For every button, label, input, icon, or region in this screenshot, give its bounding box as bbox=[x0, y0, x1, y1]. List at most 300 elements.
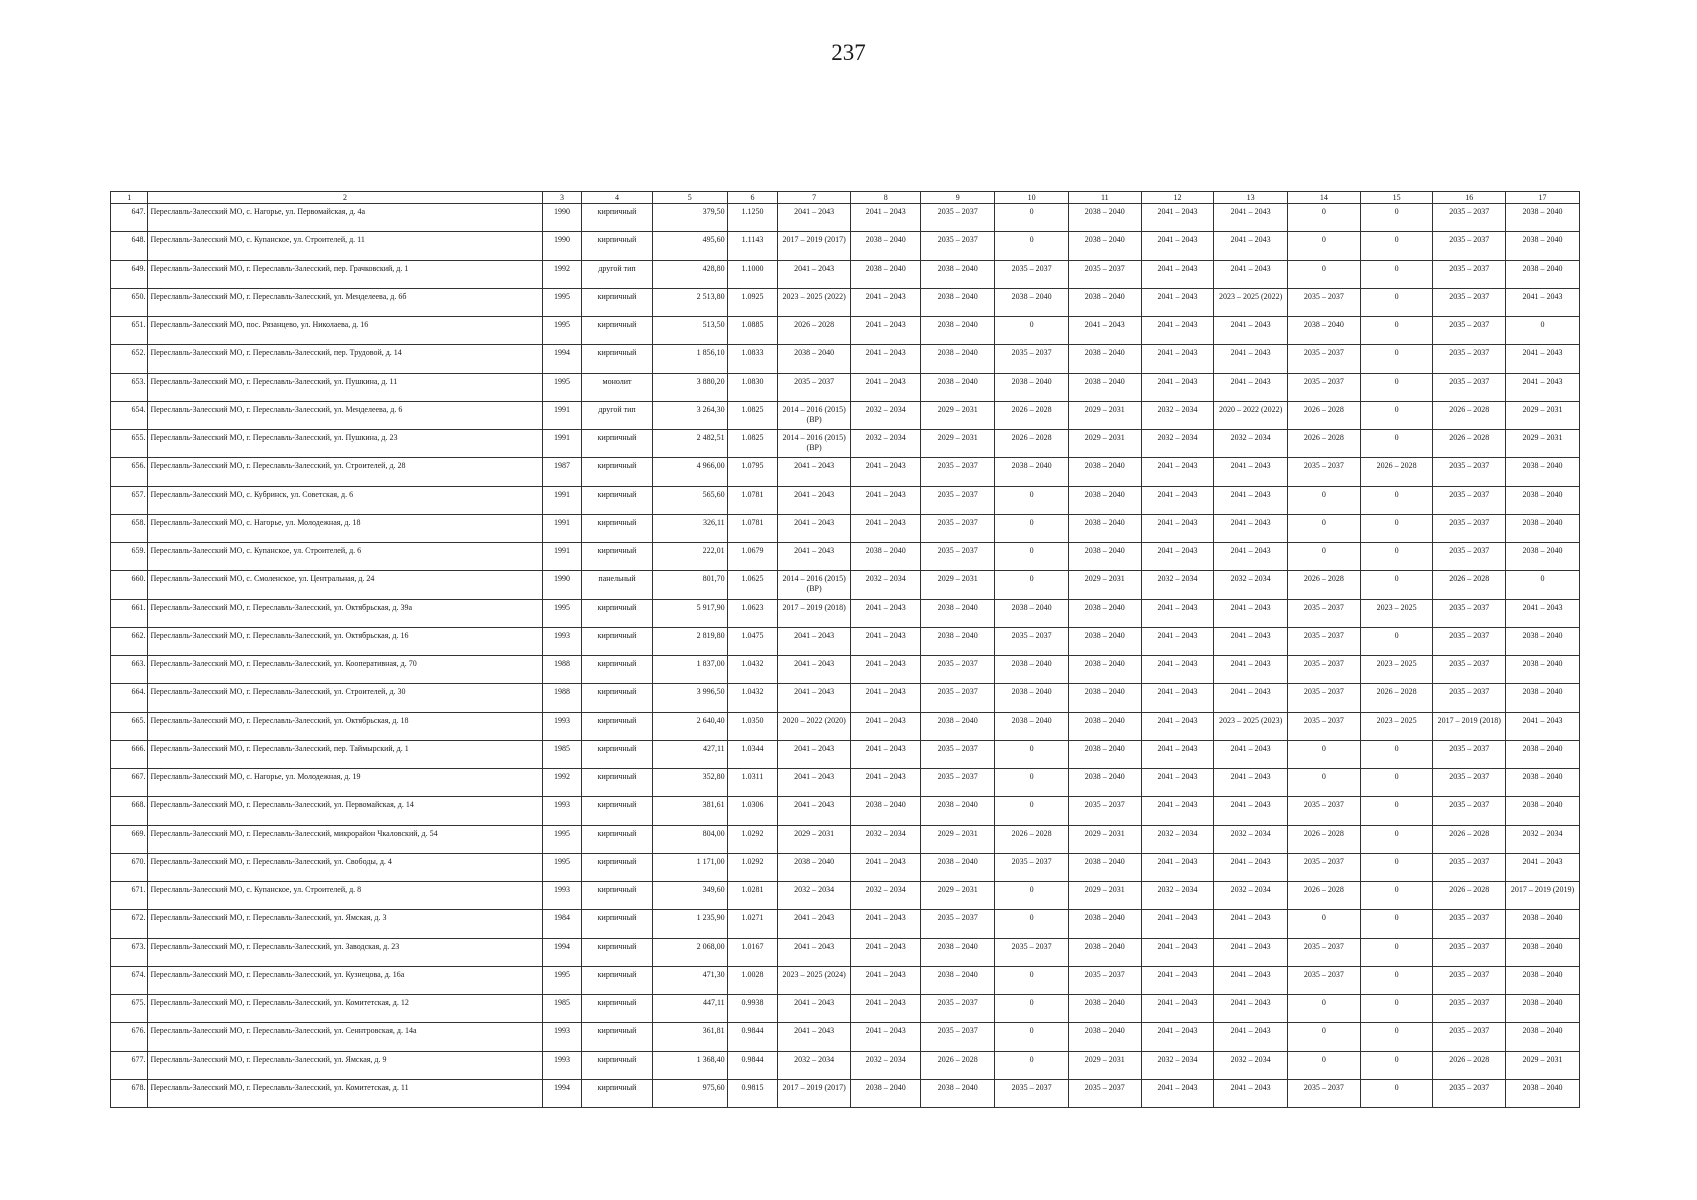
table-cell: Переславль-Залесский МО, г. Переславль-Залесский, ул. Комитетская, д. 12 bbox=[148, 995, 542, 1023]
table-cell: 0 bbox=[1360, 1051, 1433, 1079]
table-cell: 495,60 bbox=[652, 232, 727, 260]
table-cell: 2035 – 2037 bbox=[921, 232, 995, 260]
table-cell: 0 bbox=[1288, 1023, 1361, 1051]
table-cell: 2041 – 2043 bbox=[850, 204, 920, 232]
table-cell: 678. bbox=[111, 1079, 148, 1107]
table-cell: 2041 – 2043 bbox=[1141, 1023, 1214, 1051]
table-cell: кирпичный bbox=[582, 1079, 652, 1107]
table-cell: 2032 – 2034 bbox=[1214, 882, 1288, 910]
table-cell: 2032 – 2034 bbox=[1141, 430, 1214, 458]
table-cell: 2041 – 2043 bbox=[850, 769, 920, 797]
table-cell: 2041 – 2043 bbox=[1214, 345, 1288, 373]
table-cell: 1.0475 bbox=[727, 627, 778, 655]
table-cell: 2035 – 2037 bbox=[921, 684, 995, 712]
table-cell: 2029 – 2031 bbox=[1506, 1051, 1580, 1079]
table-cell: 0 bbox=[1360, 882, 1433, 910]
table-cell: 2023 – 2025 (2024) bbox=[778, 966, 851, 994]
table-cell: 2041 – 2043 bbox=[1214, 458, 1288, 486]
table-cell: 2041 – 2043 bbox=[1214, 740, 1288, 768]
table-cell: 2041 – 2043 bbox=[1141, 769, 1214, 797]
table-cell: 1.0781 bbox=[727, 514, 778, 542]
table-cell: 2038 – 2040 bbox=[850, 797, 920, 825]
table-cell: 662. bbox=[111, 627, 148, 655]
table-cell: 2038 – 2040 bbox=[1068, 345, 1141, 373]
table-cell: 2029 – 2031 bbox=[1068, 1051, 1141, 1079]
table-cell: 2035 – 2037 bbox=[1433, 966, 1506, 994]
table-cell: 2038 – 2040 bbox=[1506, 204, 1580, 232]
table-cell: 2035 – 2037 bbox=[1433, 232, 1506, 260]
table-cell: 0 bbox=[1360, 910, 1433, 938]
table-cell: кирпичный bbox=[582, 204, 652, 232]
table-cell: 2035 – 2037 bbox=[995, 1079, 1069, 1107]
table-cell: 2026 – 2028 bbox=[1433, 882, 1506, 910]
table-cell: 2035 – 2037 bbox=[1433, 938, 1506, 966]
table-cell: 2041 – 2043 bbox=[850, 1023, 920, 1051]
table-cell: 2035 – 2037 bbox=[1288, 797, 1361, 825]
table-cell: кирпичный bbox=[582, 486, 652, 514]
table-cell: 2041 – 2043 bbox=[1141, 712, 1214, 740]
table-cell: 2038 – 2040 bbox=[1068, 373, 1141, 401]
table-cell: 1993 bbox=[542, 1051, 582, 1079]
table-row bbox=[111, 345, 1580, 373]
table-cell: 2035 – 2037 bbox=[1288, 288, 1361, 316]
table-cell: 2041 – 2043 bbox=[1214, 373, 1288, 401]
table-cell: 975,60 bbox=[652, 1079, 727, 1107]
table-cell: 2041 – 2043 bbox=[1141, 656, 1214, 684]
table-cell: 2035 – 2037 bbox=[778, 373, 851, 401]
table-cell: 1.0350 bbox=[727, 712, 778, 740]
table-cell: 2038 – 2040 bbox=[850, 232, 920, 260]
table-cell: 513,50 bbox=[652, 317, 727, 345]
table-cell: Переславль-Залесский МО, с. Кубринск, ул. Советская, д. 6 bbox=[148, 486, 542, 514]
table-cell: 2038 – 2040 bbox=[1068, 712, 1141, 740]
table-cell: 2041 – 2043 bbox=[1141, 543, 1214, 571]
table-cell: 2038 – 2040 bbox=[995, 458, 1069, 486]
table-cell: 2041 – 2043 bbox=[1141, 486, 1214, 514]
table-cell: 0 bbox=[1360, 769, 1433, 797]
table-cell: 2035 – 2037 bbox=[1068, 260, 1141, 288]
table-cell: 0 bbox=[1360, 430, 1433, 458]
table-cell: 663. bbox=[111, 656, 148, 684]
table-cell: 2035 – 2037 bbox=[1288, 458, 1361, 486]
table-cell: 649. bbox=[111, 260, 148, 288]
table-cell: 2035 – 2037 bbox=[1068, 797, 1141, 825]
table-cell: 565,60 bbox=[652, 486, 727, 514]
table-cell: кирпичный bbox=[582, 740, 652, 768]
table-cell: 2041 – 2043 bbox=[1141, 797, 1214, 825]
table-cell: 670. bbox=[111, 853, 148, 881]
table-cell: 2041 – 2043 bbox=[778, 514, 851, 542]
table-cell: 2035 – 2037 bbox=[1288, 599, 1361, 627]
table-cell: 2032 – 2034 bbox=[1214, 571, 1288, 599]
table-cell: 0 bbox=[995, 797, 1069, 825]
table-cell: 1993 bbox=[542, 1023, 582, 1051]
table-cell: 2035 – 2037 bbox=[921, 486, 995, 514]
table-cell: 1992 bbox=[542, 769, 582, 797]
table-cell: 2035 – 2037 bbox=[1433, 656, 1506, 684]
table-cell: 2035 – 2037 bbox=[1433, 260, 1506, 288]
table-cell: 2038 – 2040 bbox=[995, 373, 1069, 401]
page-number: 237 bbox=[831, 40, 866, 65]
table-cell: 2041 – 2043 bbox=[850, 486, 920, 514]
table-cell: 2035 – 2037 bbox=[1288, 627, 1361, 655]
table-cell: 1993 bbox=[542, 797, 582, 825]
table-row bbox=[111, 740, 1580, 768]
column-number-cell: 4 bbox=[582, 192, 652, 204]
table-cell: 0 bbox=[1360, 232, 1433, 260]
table-cell: 1.0833 bbox=[727, 345, 778, 373]
table-row bbox=[111, 486, 1580, 514]
table-cell: 2038 – 2040 bbox=[921, 853, 995, 881]
table-cell: 0 bbox=[1360, 966, 1433, 994]
table-cell: 1 235,90 bbox=[652, 910, 727, 938]
table-cell: 0 bbox=[1288, 1051, 1361, 1079]
table-cell: 2041 – 2043 bbox=[778, 1023, 851, 1051]
table-cell: 2029 – 2031 bbox=[921, 882, 995, 910]
table-cell: 0 bbox=[1360, 995, 1433, 1023]
table-cell: 2041 – 2043 bbox=[1141, 232, 1214, 260]
table-cell: 2032 – 2034 bbox=[1506, 825, 1580, 853]
table-cell: 2038 – 2040 bbox=[1068, 938, 1141, 966]
table-cell: 1.0781 bbox=[727, 486, 778, 514]
table-cell: 2 482,51 bbox=[652, 430, 727, 458]
table-cell: 2035 – 2037 bbox=[1433, 486, 1506, 514]
table-cell: 2032 – 2034 bbox=[850, 825, 920, 853]
table-cell: 2041 – 2043 bbox=[778, 769, 851, 797]
table-cell: 2014 – 2016 (2015) (ВР) bbox=[778, 571, 851, 599]
table-cell: 352,80 bbox=[652, 769, 727, 797]
table-cell: 1.0830 bbox=[727, 373, 778, 401]
table-cell: 2041 – 2043 bbox=[1141, 204, 1214, 232]
table-cell: 2041 – 2043 bbox=[1214, 204, 1288, 232]
column-number-cell: 9 bbox=[921, 192, 995, 204]
table-cell: 427,11 bbox=[652, 740, 727, 768]
column-number-cell: 14 bbox=[1288, 192, 1361, 204]
table-cell: 1.0292 bbox=[727, 853, 778, 881]
table-cell: 2038 – 2040 bbox=[1506, 910, 1580, 938]
table-row bbox=[111, 1051, 1580, 1079]
table-cell: 1985 bbox=[542, 740, 582, 768]
table-cell: 1.0625 bbox=[727, 571, 778, 599]
table-cell: 2035 – 2037 bbox=[1433, 627, 1506, 655]
table-cell: 1.0292 bbox=[727, 825, 778, 853]
table-cell: 2038 – 2040 bbox=[995, 712, 1069, 740]
table-cell: 2038 – 2040 bbox=[1068, 288, 1141, 316]
table-cell: 1992 bbox=[542, 260, 582, 288]
table-row bbox=[111, 260, 1580, 288]
table-cell: 2038 – 2040 bbox=[1068, 656, 1141, 684]
registry-table bbox=[110, 191, 1580, 1108]
table-cell: 0.9844 bbox=[727, 1051, 778, 1079]
table-cell: 1995 bbox=[542, 599, 582, 627]
table-cell: 1.0679 bbox=[727, 543, 778, 571]
table-cell: 2020 – 2022 (2022) bbox=[1214, 401, 1288, 429]
column-number-cell: 15 bbox=[1360, 192, 1433, 204]
column-number-row bbox=[111, 192, 1580, 204]
table-cell: 2041 – 2043 bbox=[850, 288, 920, 316]
table-cell: 2035 – 2037 bbox=[1433, 599, 1506, 627]
table-row bbox=[111, 401, 1580, 429]
table-cell: 2041 – 2043 bbox=[1214, 260, 1288, 288]
table-cell: 2041 – 2043 bbox=[778, 797, 851, 825]
table-row bbox=[111, 938, 1580, 966]
table-cell: кирпичный bbox=[582, 345, 652, 373]
table-cell: 2023 – 2025 bbox=[1360, 656, 1433, 684]
table-cell: другой тип bbox=[582, 401, 652, 429]
table-cell: 0 bbox=[995, 995, 1069, 1023]
table-row bbox=[111, 373, 1580, 401]
table-cell: 657. bbox=[111, 486, 148, 514]
table-cell: 2041 – 2043 bbox=[1506, 853, 1580, 881]
table-cell: 2038 – 2040 bbox=[1506, 684, 1580, 712]
table-body bbox=[111, 204, 1580, 1108]
table-row bbox=[111, 288, 1580, 316]
table-cell: 0 bbox=[1288, 543, 1361, 571]
table-cell: 665. bbox=[111, 712, 148, 740]
table-cell: 2 640,40 bbox=[652, 712, 727, 740]
table-cell: 1995 bbox=[542, 317, 582, 345]
table-cell: 0 bbox=[1360, 317, 1433, 345]
table-cell: 2032 – 2034 bbox=[778, 1051, 851, 1079]
table-cell: 804,00 bbox=[652, 825, 727, 853]
table-row bbox=[111, 599, 1580, 627]
table-cell: 2035 – 2037 bbox=[995, 627, 1069, 655]
table-cell: 2038 – 2040 bbox=[1506, 514, 1580, 542]
table-cell: 1990 bbox=[542, 232, 582, 260]
table-cell: 2035 – 2037 bbox=[1433, 543, 1506, 571]
table-cell: 2038 – 2040 bbox=[1068, 486, 1141, 514]
table-cell: 2035 – 2037 bbox=[1433, 345, 1506, 373]
table-cell: 1995 bbox=[542, 966, 582, 994]
table-cell: 2041 – 2043 bbox=[1214, 853, 1288, 881]
table-row bbox=[111, 882, 1580, 910]
table-cell: 222,01 bbox=[652, 543, 727, 571]
column-number-cell: 5 bbox=[652, 192, 727, 204]
table-cell: 2038 – 2040 bbox=[1068, 204, 1141, 232]
table-cell: 2041 – 2043 bbox=[1141, 599, 1214, 627]
table-cell: 2032 – 2034 bbox=[850, 571, 920, 599]
table-cell: 654. bbox=[111, 401, 148, 429]
table-cell: 2041 – 2043 bbox=[1214, 514, 1288, 542]
table-cell: 2038 – 2040 bbox=[921, 599, 995, 627]
table-row bbox=[111, 910, 1580, 938]
table-cell: Переславль-Залесский МО, с. Нагорье, ул. Молодежная, д. 18 bbox=[148, 514, 542, 542]
table-cell: 2041 – 2043 bbox=[1141, 966, 1214, 994]
table-cell: 0 bbox=[995, 966, 1069, 994]
table-cell: панельный bbox=[582, 571, 652, 599]
table-cell: 2029 – 2031 bbox=[921, 401, 995, 429]
table-cell: 1985 bbox=[542, 995, 582, 1023]
column-number-cell: 17 bbox=[1506, 192, 1580, 204]
table-cell: 2017 – 2019 (2019) bbox=[1506, 882, 1580, 910]
table-cell: 2041 – 2043 bbox=[1141, 1079, 1214, 1107]
table-cell: 2038 – 2040 bbox=[1506, 260, 1580, 288]
table-cell: 1.1000 bbox=[727, 260, 778, 288]
table-cell: 1984 bbox=[542, 910, 582, 938]
table-cell: 671. bbox=[111, 882, 148, 910]
table-cell: 0 bbox=[1360, 853, 1433, 881]
table-cell: Переславль-Залесский МО, г. Переславль-Залесский, пер. Грачковский, д. 1 bbox=[148, 260, 542, 288]
table-cell: 2041 – 2043 bbox=[1506, 345, 1580, 373]
table-cell: кирпичный bbox=[582, 1051, 652, 1079]
table-cell: 2041 – 2043 bbox=[1141, 288, 1214, 316]
table-cell: Переславль-Залесский МО, г. Переславль-Залесский, ул. Ямская, д. 9 bbox=[148, 1051, 542, 1079]
table-cell: 1 171,00 bbox=[652, 853, 727, 881]
table-cell: 0 bbox=[1360, 797, 1433, 825]
table-cell: 0 bbox=[995, 882, 1069, 910]
table-cell: 2038 – 2040 bbox=[1506, 938, 1580, 966]
table-cell: 0 bbox=[1288, 769, 1361, 797]
table-cell: 1993 bbox=[542, 712, 582, 740]
table-row bbox=[111, 684, 1580, 712]
table-cell: Переславль-Залесский МО, г. Переславль-Залесский, пер. Трудовой, д. 14 bbox=[148, 345, 542, 373]
table-cell: 2041 – 2043 bbox=[850, 966, 920, 994]
table-cell: 2035 – 2037 bbox=[1433, 740, 1506, 768]
table-cell: 668. bbox=[111, 797, 148, 825]
table-cell: 2041 – 2043 bbox=[1214, 684, 1288, 712]
table-cell: 2017 – 2019 (2018) bbox=[778, 599, 851, 627]
table-cell: кирпичный bbox=[582, 853, 652, 881]
table-cell: Переславль-Залесский МО, г. Переславль-Залесский, ул. Свободы, д. 4 bbox=[148, 853, 542, 881]
table-cell: 2041 – 2043 bbox=[778, 684, 851, 712]
table-cell: 2038 – 2040 bbox=[921, 1079, 995, 1107]
table-cell: 0.9815 bbox=[727, 1079, 778, 1107]
table-cell: Переславль-Залесский МО, с. Нагорье, ул. Молодежная, д. 19 bbox=[148, 769, 542, 797]
table-cell: 675. bbox=[111, 995, 148, 1023]
table-cell: 0 bbox=[1360, 260, 1433, 288]
table-cell: 0 bbox=[1288, 995, 1361, 1023]
table-cell: Переславль-Залесский МО, г. Переславль-Залесский, ул. Кузнецова, д. 16а bbox=[148, 966, 542, 994]
table-cell: 2035 – 2037 bbox=[1433, 204, 1506, 232]
table-cell: 2041 – 2043 bbox=[1141, 458, 1214, 486]
table-cell: 2038 – 2040 bbox=[1068, 232, 1141, 260]
column-number-cell: 6 bbox=[727, 192, 778, 204]
table-cell: 2041 – 2043 bbox=[850, 853, 920, 881]
table-cell: 2029 – 2031 bbox=[921, 571, 995, 599]
table-cell: 0 bbox=[995, 204, 1069, 232]
table-cell: 2041 – 2043 bbox=[1141, 995, 1214, 1023]
table-cell: 2029 – 2031 bbox=[1506, 401, 1580, 429]
table-cell: 2026 – 2028 bbox=[778, 317, 851, 345]
table-cell: 2035 – 2037 bbox=[1433, 684, 1506, 712]
table-cell: 1993 bbox=[542, 882, 582, 910]
table-cell: 0 bbox=[995, 486, 1069, 514]
table-cell: 2038 – 2040 bbox=[778, 853, 851, 881]
table-cell: 0 bbox=[1360, 514, 1433, 542]
table-cell: 2041 – 2043 bbox=[1214, 656, 1288, 684]
table-cell: 2035 – 2037 bbox=[921, 1023, 995, 1051]
table-cell: 1995 bbox=[542, 853, 582, 881]
table-cell: 2032 – 2034 bbox=[1214, 825, 1288, 853]
table-cell: 661. bbox=[111, 599, 148, 627]
table-cell: 2017 – 2019 (2017) bbox=[778, 232, 851, 260]
table-cell: 2041 – 2043 bbox=[778, 740, 851, 768]
table-cell: 2026 – 2028 bbox=[1360, 684, 1433, 712]
table-cell: 2038 – 2040 bbox=[1506, 543, 1580, 571]
table-cell: 1990 bbox=[542, 571, 582, 599]
table-cell: 2041 – 2043 bbox=[850, 910, 920, 938]
table-cell: 1994 bbox=[542, 345, 582, 373]
table-cell: 0 bbox=[1360, 204, 1433, 232]
table-cell: 2 068,00 bbox=[652, 938, 727, 966]
table-cell: 0 bbox=[995, 317, 1069, 345]
table-cell: кирпичный bbox=[582, 317, 652, 345]
table-row bbox=[111, 656, 1580, 684]
table-cell: 1.0281 bbox=[727, 882, 778, 910]
table-cell: Переславль-Залесский МО, с. Нагорье, ул. Первомайская, д. 4а bbox=[148, 204, 542, 232]
table-cell: 2038 – 2040 bbox=[850, 1079, 920, 1107]
table-cell: 2035 – 2037 bbox=[921, 995, 995, 1023]
table-cell: 2041 – 2043 bbox=[850, 514, 920, 542]
table-cell: 2035 – 2037 bbox=[1433, 317, 1506, 345]
table-cell: 2029 – 2031 bbox=[1068, 882, 1141, 910]
table-cell: 2041 – 2043 bbox=[1141, 740, 1214, 768]
table-row bbox=[111, 1023, 1580, 1051]
table-cell: 2032 – 2034 bbox=[1214, 1051, 1288, 1079]
table-cell: 2035 – 2037 bbox=[1433, 1023, 1506, 1051]
table-cell: 2041 – 2043 bbox=[778, 656, 851, 684]
table-cell: кирпичный bbox=[582, 430, 652, 458]
table-cell: 2035 – 2037 bbox=[1433, 458, 1506, 486]
table-cell: 0 bbox=[1360, 740, 1433, 768]
table-cell: 2026 – 2028 bbox=[1433, 430, 1506, 458]
table-cell: 2038 – 2040 bbox=[1068, 514, 1141, 542]
table-cell: 2026 – 2028 bbox=[1288, 882, 1361, 910]
table-cell: 2038 – 2040 bbox=[921, 627, 995, 655]
table-cell: 2038 – 2040 bbox=[1068, 684, 1141, 712]
table-cell: 0 bbox=[1506, 571, 1580, 599]
table-cell: кирпичный bbox=[582, 543, 652, 571]
table-cell: 2041 – 2043 bbox=[1141, 373, 1214, 401]
table-cell: 0 bbox=[1360, 373, 1433, 401]
table-cell: 0 bbox=[1360, 571, 1433, 599]
table-cell: 2035 – 2037 bbox=[1433, 514, 1506, 542]
table-cell: 2041 – 2043 bbox=[778, 204, 851, 232]
table-cell: 2041 – 2043 bbox=[778, 627, 851, 655]
table-cell: 0 bbox=[1360, 401, 1433, 429]
table-cell: 2023 – 2025 bbox=[1360, 712, 1433, 740]
table-cell: 0 bbox=[1288, 486, 1361, 514]
table-cell: 2041 – 2043 bbox=[850, 740, 920, 768]
table-cell: 2041 – 2043 bbox=[778, 543, 851, 571]
table-cell: 2041 – 2043 bbox=[778, 910, 851, 938]
table-cell: 673. bbox=[111, 938, 148, 966]
table-cell: 2035 – 2037 bbox=[995, 260, 1069, 288]
table-cell: 1995 bbox=[542, 288, 582, 316]
table-cell: 1991 bbox=[542, 514, 582, 542]
table-cell: 0 bbox=[1288, 910, 1361, 938]
table-cell: 2041 – 2043 bbox=[778, 995, 851, 1023]
table-cell: 2035 – 2037 bbox=[1433, 1079, 1506, 1107]
table-cell: 2026 – 2028 bbox=[995, 825, 1069, 853]
table-cell: 2017 – 2019 (2017) bbox=[778, 1079, 851, 1107]
table-row bbox=[111, 458, 1580, 486]
table-cell: кирпичный bbox=[582, 825, 652, 853]
table-cell: Переславль-Залесский МО, г. Переславль-Залесский, ул. Менделеева, д. 6б bbox=[148, 288, 542, 316]
table-cell: 2041 – 2043 bbox=[1506, 599, 1580, 627]
table-cell: 1994 bbox=[542, 1079, 582, 1107]
table-cell: 801,70 bbox=[652, 571, 727, 599]
table-cell: 1.0344 bbox=[727, 740, 778, 768]
table-row bbox=[111, 825, 1580, 853]
table-cell: 2026 – 2028 bbox=[1360, 458, 1433, 486]
table-cell: 0.9844 bbox=[727, 1023, 778, 1051]
table-cell: кирпичный bbox=[582, 684, 652, 712]
table-cell: 2041 – 2043 bbox=[1214, 486, 1288, 514]
table-cell: 2041 – 2043 bbox=[850, 317, 920, 345]
table-cell: 0 bbox=[1288, 514, 1361, 542]
table-cell: 2035 – 2037 bbox=[1288, 853, 1361, 881]
